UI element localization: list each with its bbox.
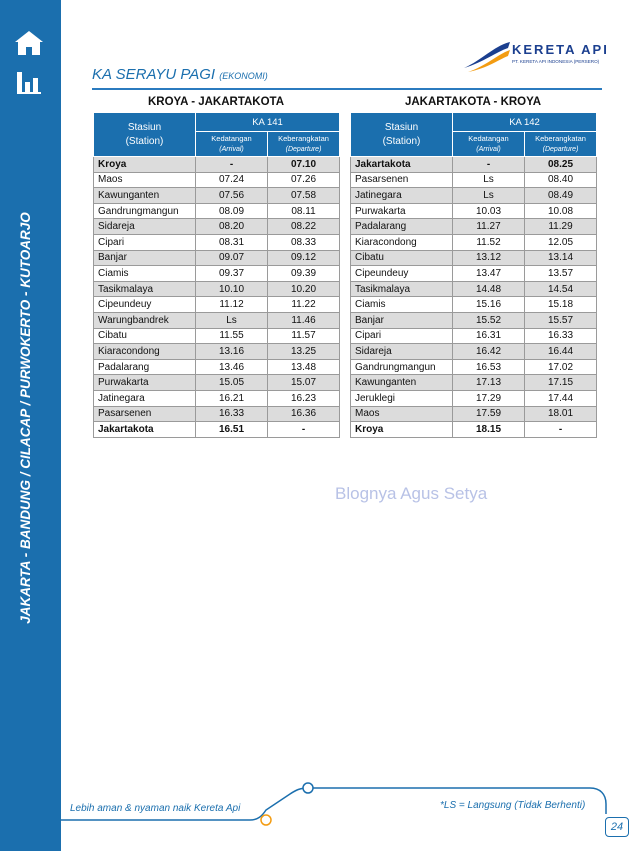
station-cell: Cipari (94, 234, 196, 250)
table-row (94, 219, 340, 235)
departure-cell: 13.14 (525, 250, 597, 266)
logo-subtitle: PT. KERETA API INDONESIA (PERSERO) (512, 59, 600, 64)
station-cell: Kawunganten (351, 375, 453, 391)
arrival-cell: 09.07 (196, 250, 268, 266)
departure-cell: 09.39 (268, 266, 340, 282)
header-divider (92, 88, 602, 90)
departure-cell: 16.33 (525, 328, 597, 344)
arrival-cell: 11.52 (453, 234, 525, 250)
arrival-cell: 11.12 (196, 297, 268, 313)
train-class: (EKONOMI) (219, 71, 268, 81)
station-cell: Jatinegara (94, 390, 196, 406)
departure-cell: - (525, 422, 597, 438)
departure-cell: 17.02 (525, 359, 597, 375)
sidebar (0, 0, 61, 851)
arrival-cell: 16.42 (453, 344, 525, 360)
departure-cell: 07.26 (268, 172, 340, 188)
table-row (94, 406, 340, 422)
table-row (351, 157, 597, 173)
station-cell: Gandrungmangun (351, 359, 453, 375)
station-cell: Padalarang (94, 359, 196, 375)
arrival-cell: 16.31 (453, 328, 525, 344)
arrival-cell: 17.29 (453, 390, 525, 406)
arrival-cell: - (453, 157, 525, 173)
departure-cell: 16.36 (268, 406, 340, 422)
station-cell: Jeruklegi (351, 390, 453, 406)
station-cell: Purwakarta (94, 375, 196, 391)
station-cell: Pasarsenen (94, 406, 196, 422)
arrival-cell: 15.05 (196, 375, 268, 391)
table-row (351, 234, 597, 250)
table-row (351, 328, 597, 344)
station-cell: Tasikmalaya (94, 281, 196, 297)
station-cell: Padalarang (351, 219, 453, 235)
departure-cell: 10.08 (525, 203, 597, 219)
timetable-ka142 (350, 112, 597, 438)
table-row (94, 250, 340, 266)
arrival-cell: Ls (196, 312, 268, 328)
departure-cell: - (268, 422, 340, 438)
table-row (94, 172, 340, 188)
station-cell: Sidareja (94, 219, 196, 235)
page-title (92, 66, 268, 83)
arrival-cell: 10.03 (453, 203, 525, 219)
station-cell: Cipeundeuy (351, 266, 453, 282)
footer-slogan: Lebih aman & nyaman naik Kereta Api (70, 803, 241, 814)
table-row (94, 390, 340, 406)
departure-cell: 08.25 (525, 157, 597, 173)
arrival-cell: 09.37 (196, 266, 268, 282)
station-cell: Ciamis (94, 266, 196, 282)
station-cell: Jatinegara (351, 188, 453, 204)
departure-cell: 07.58 (268, 188, 340, 204)
station-header: Stasiun (Station) (94, 113, 196, 157)
arrival-cell: 07.24 (196, 172, 268, 188)
bar-chart-icon[interactable] (14, 70, 44, 96)
departure-cell: 10.20 (268, 281, 340, 297)
arrival-cell: 08.31 (196, 234, 268, 250)
table-row (94, 297, 340, 313)
section-title-left: KROYA - JAKARTAKOTA (147, 96, 285, 108)
station-cell: Kiaracondong (351, 234, 453, 250)
departure-cell: 11.46 (268, 312, 340, 328)
table-row (94, 422, 340, 438)
arrival-cell: 16.51 (196, 422, 268, 438)
table-row (351, 281, 597, 297)
table-row (351, 344, 597, 360)
arrival-cell: 10.10 (196, 281, 268, 297)
station-cell: Banjar (94, 250, 196, 266)
departure-cell: 16.44 (525, 344, 597, 360)
route-title: JAKARTA - BANDUNG / CILACAP / PURWOKERTO - KUTOARJO (18, 212, 33, 624)
table-row (351, 188, 597, 204)
departure-cell: 15.07 (268, 375, 340, 391)
table-row (351, 406, 597, 422)
station-cell: Kroya (94, 157, 196, 173)
arrival-cell: 15.52 (453, 312, 525, 328)
station-cell: Cipari (351, 328, 453, 344)
departure-cell: 08.33 (268, 234, 340, 250)
arrival-cell: 07.56 (196, 188, 268, 204)
table-row (94, 234, 340, 250)
station-cell: Kiaracondong (94, 344, 196, 360)
arrival-cell: 13.47 (453, 266, 525, 282)
station-cell: Cipeundeuy (94, 297, 196, 313)
arrival-cell: 11.27 (453, 219, 525, 235)
departure-cell: 15.18 (525, 297, 597, 313)
departure-header: Keberangkatan (Departure) (268, 132, 340, 157)
arrival-cell: 18.15 (453, 422, 525, 438)
arrival-cell: 13.16 (196, 344, 268, 360)
departure-cell: 11.22 (268, 297, 340, 313)
arrival-cell: 17.13 (453, 375, 525, 391)
departure-cell: 14.54 (525, 281, 597, 297)
table-row (94, 312, 340, 328)
departure-cell: 11.29 (525, 219, 597, 235)
departure-cell: 15.57 (525, 312, 597, 328)
arrival-cell: Ls (453, 188, 525, 204)
station-cell: Cibatu (351, 250, 453, 266)
table-row (351, 203, 597, 219)
arrival-cell: 17.59 (453, 406, 525, 422)
arrival-cell: Ls (453, 172, 525, 188)
departure-cell: 08.11 (268, 203, 340, 219)
departure-cell: 13.48 (268, 359, 340, 375)
station-cell: Gandrungmangun (94, 203, 196, 219)
departure-cell: 18.01 (525, 406, 597, 422)
departure-cell: 13.57 (525, 266, 597, 282)
departure-cell: 17.44 (525, 390, 597, 406)
departure-cell: 11.57 (268, 328, 340, 344)
arrival-cell: 08.09 (196, 203, 268, 219)
arrival-cell: - (196, 157, 268, 173)
table-row (94, 328, 340, 344)
arrival-cell: 13.12 (453, 250, 525, 266)
table-row (94, 266, 340, 282)
train-number-header: KA 142 (453, 113, 597, 132)
table-row (351, 172, 597, 188)
section-title-right: JAKARTAKOTA - KROYA (404, 96, 542, 108)
table-row (94, 188, 340, 204)
arrival-cell: 08.20 (196, 219, 268, 235)
departure-cell: 13.25 (268, 344, 340, 360)
station-cell: Pasarsenen (351, 172, 453, 188)
train-number-header: KA 141 (196, 113, 340, 132)
station-cell: Maos (94, 172, 196, 188)
home-icon[interactable] (14, 30, 44, 56)
table-row (351, 359, 597, 375)
arrival-cell: 16.33 (196, 406, 268, 422)
station-cell: Kawunganten (94, 188, 196, 204)
table-row (94, 203, 340, 219)
table-row (94, 359, 340, 375)
departure-cell: 08.22 (268, 219, 340, 235)
departure-cell: 08.40 (525, 172, 597, 188)
station-cell: Purwakarta (351, 203, 453, 219)
arrival-header: Kedatangan (Arrival) (196, 132, 268, 157)
station-cell: Warungbandrek (94, 312, 196, 328)
station-cell: Cibatu (94, 328, 196, 344)
station-cell: Jakartakota (94, 422, 196, 438)
departure-cell: 12.05 (525, 234, 597, 250)
footer-note: *LS = Langsung (Tidak Berhenti) (440, 800, 586, 811)
watermark: Blognya Agus Setya (335, 484, 488, 503)
table-row (351, 297, 597, 313)
departure-cell: 16.23 (268, 390, 340, 406)
station-cell: Jakartakota (351, 157, 453, 173)
table-row (94, 157, 340, 173)
table-row (351, 266, 597, 282)
departure-cell: 08.49 (525, 188, 597, 204)
page-number: 24 (605, 817, 629, 837)
arrival-cell: 13.46 (196, 359, 268, 375)
table-row (351, 312, 597, 328)
departure-cell: 07.10 (268, 157, 340, 173)
arrival-cell: 11.55 (196, 328, 268, 344)
table-row (351, 375, 597, 391)
station-cell: Sidareja (351, 344, 453, 360)
table-row (94, 281, 340, 297)
station-cell: Tasikmalaya (351, 281, 453, 297)
table-row (351, 422, 597, 438)
departure-cell: 09.12 (268, 250, 340, 266)
departure-header: Keberangkatan (Departure) (525, 132, 597, 157)
table-row (94, 344, 340, 360)
table-row (94, 375, 340, 391)
table-row (351, 250, 597, 266)
train-name: KA SERAYU PAGI (92, 66, 216, 83)
arrival-cell: 14.48 (453, 281, 525, 297)
arrival-cell: 16.53 (453, 359, 525, 375)
station-cell: Maos (351, 406, 453, 422)
table-row (351, 219, 597, 235)
departure-cell: 17.15 (525, 375, 597, 391)
station-cell: Banjar (351, 312, 453, 328)
station-cell: Kroya (351, 422, 453, 438)
station-cell: Ciamis (351, 297, 453, 313)
arrival-cell: 16.21 (196, 390, 268, 406)
arrival-cell: 15.16 (453, 297, 525, 313)
arrival-header: Kedatangan (Arrival) (453, 132, 525, 157)
table-row (351, 390, 597, 406)
logo-brand: KERETA API (512, 42, 609, 57)
station-header: Stasiun (Station) (351, 113, 453, 157)
timetable-ka141 (93, 112, 340, 438)
